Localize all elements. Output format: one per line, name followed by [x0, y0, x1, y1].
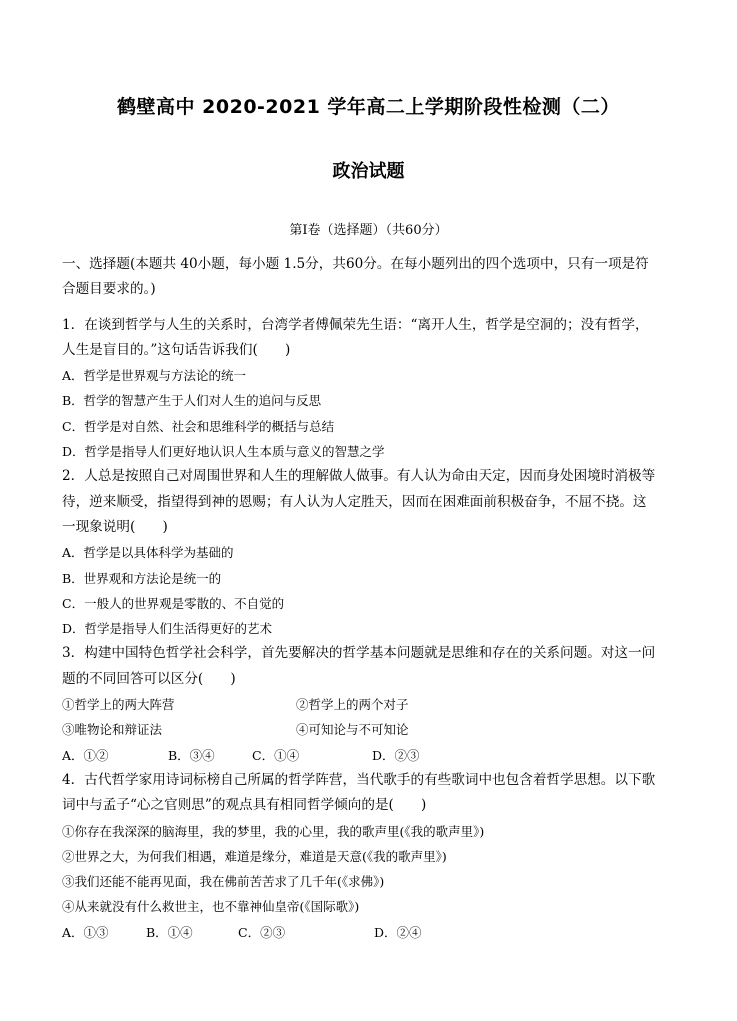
q3-choice-b: B．③④: [168, 747, 215, 763]
q3-item-4: ④可知论与不可知论: [296, 722, 409, 738]
q2-stem-line: 一现象说明( ): [62, 518, 168, 535]
q4-stem-line: 4．古代哲学家用诗词标榜自己所属的哲学阵营，当代歌手的有些歌词中也包含着哲学思想。以下歌: [62, 771, 656, 788]
q2-stem-line: 2．人总是按照自己对周围世界和人生的理解做人做事。有人认为命由天定，因而身处困境时消极等: [62, 468, 656, 485]
subject-title: 政治试题: [332, 161, 405, 182]
question-body: [62, 252, 680, 945]
q4-item-3: ③我们还能不能再见面，我在佛前苦苦求了几千年(《求佛》): [62, 874, 385, 890]
q3-item-2: ②哲学上的两个对子: [296, 697, 409, 713]
q1-stem-line: 人生是盲目的。”这句话告诉我们( ): [62, 341, 291, 358]
q3-choice-d: D．②③: [372, 747, 420, 763]
q3-stem-line: 题的不同回答可以区分( ): [62, 670, 236, 687]
q1-option-a: A．哲学是世界观与方法论的统一: [62, 368, 247, 384]
q4-choice-a: A．①③: [62, 924, 109, 940]
q3-choice-a: A．①②: [62, 747, 109, 763]
q3-choices-row: [62, 743, 680, 768]
q1-stem-line: 1．在谈到哲学与人生的关系时，台湾学者傅佩荣先生语：“离开人生，哲学是空洞的；没有哲学，: [62, 316, 649, 333]
q4-item-1: ①你存在我深深的脑海里，我的梦里，我的心里，我的歌声里(《我的歌声里》): [62, 823, 485, 839]
q1-option-b: B．哲学的智慧产生于人们对人生的追问与反思: [62, 393, 322, 409]
q2-option-c: C．一般人的世界观是零散的、不自觉的: [62, 595, 285, 611]
q2-option-d: D．哲学是指导人们生活得更好的艺术: [62, 621, 273, 637]
q4-choices-row: [62, 920, 680, 945]
section-heading: 第Ⅰ卷（选择题）（共60分）: [289, 223, 448, 238]
q3-item-3: ③唯物论和辩证法: [62, 722, 163, 738]
q2-option-b: B．世界观和方法论是统一的: [62, 570, 222, 586]
q3-stem-line: 3．构建中国特色哲学社会科学，首先要解决的哲学基本问题就是思维和存在的关系问题。对这一问: [62, 645, 656, 662]
q3-choice-c: C．①④: [252, 747, 300, 763]
q3-items-row: [62, 692, 680, 717]
q4-item-2: ②世界之大，为何我们相遇，难道是缘分，难道是天意(《我的歌声里》): [62, 848, 447, 864]
q2-option-a: A．哲学是以具体科学为基础的: [62, 545, 234, 561]
q4-stem-line: 词中与孟子“心之官则思”的观点具有相同哲学倾向的是( ): [62, 797, 427, 814]
q4-choice-d: D．②④: [374, 924, 422, 940]
q1-option-c: C．哲学是对自然、社会和思维科学的概括与总结: [62, 418, 335, 434]
q4-item-4: ④从来就没有什么救世主，也不靠神仙皇帝(《国际歌》): [62, 899, 360, 915]
q4-choice-c: C．②③: [238, 924, 286, 940]
instructions-line: 一、选择题(本题共 40小题，每小题 1.5分，共60分。在每小题列出的四个选项中，只有一项是符: [62, 256, 649, 272]
q2-stem-line: 待，逆来顺受，指望得到神的恩赐；有人认为人定胜天，因而在困难面前积极奋争，不屈不挠。这: [62, 493, 647, 510]
instructions-line: 合题目要求的。): [62, 281, 156, 298]
q4-choice-b: B．①④: [146, 924, 193, 940]
q3-item-1: ①哲学上的两大阵营: [62, 697, 175, 713]
q3-items-row: [62, 717, 680, 742]
exam-title: 鹤壁高中 2020-2021 学年高二上学期阶段性检测（二）: [117, 96, 620, 118]
q1-option-d: D．哲学是指导人们更好地认识人生本质与意义的智慧之学: [62, 444, 385, 460]
